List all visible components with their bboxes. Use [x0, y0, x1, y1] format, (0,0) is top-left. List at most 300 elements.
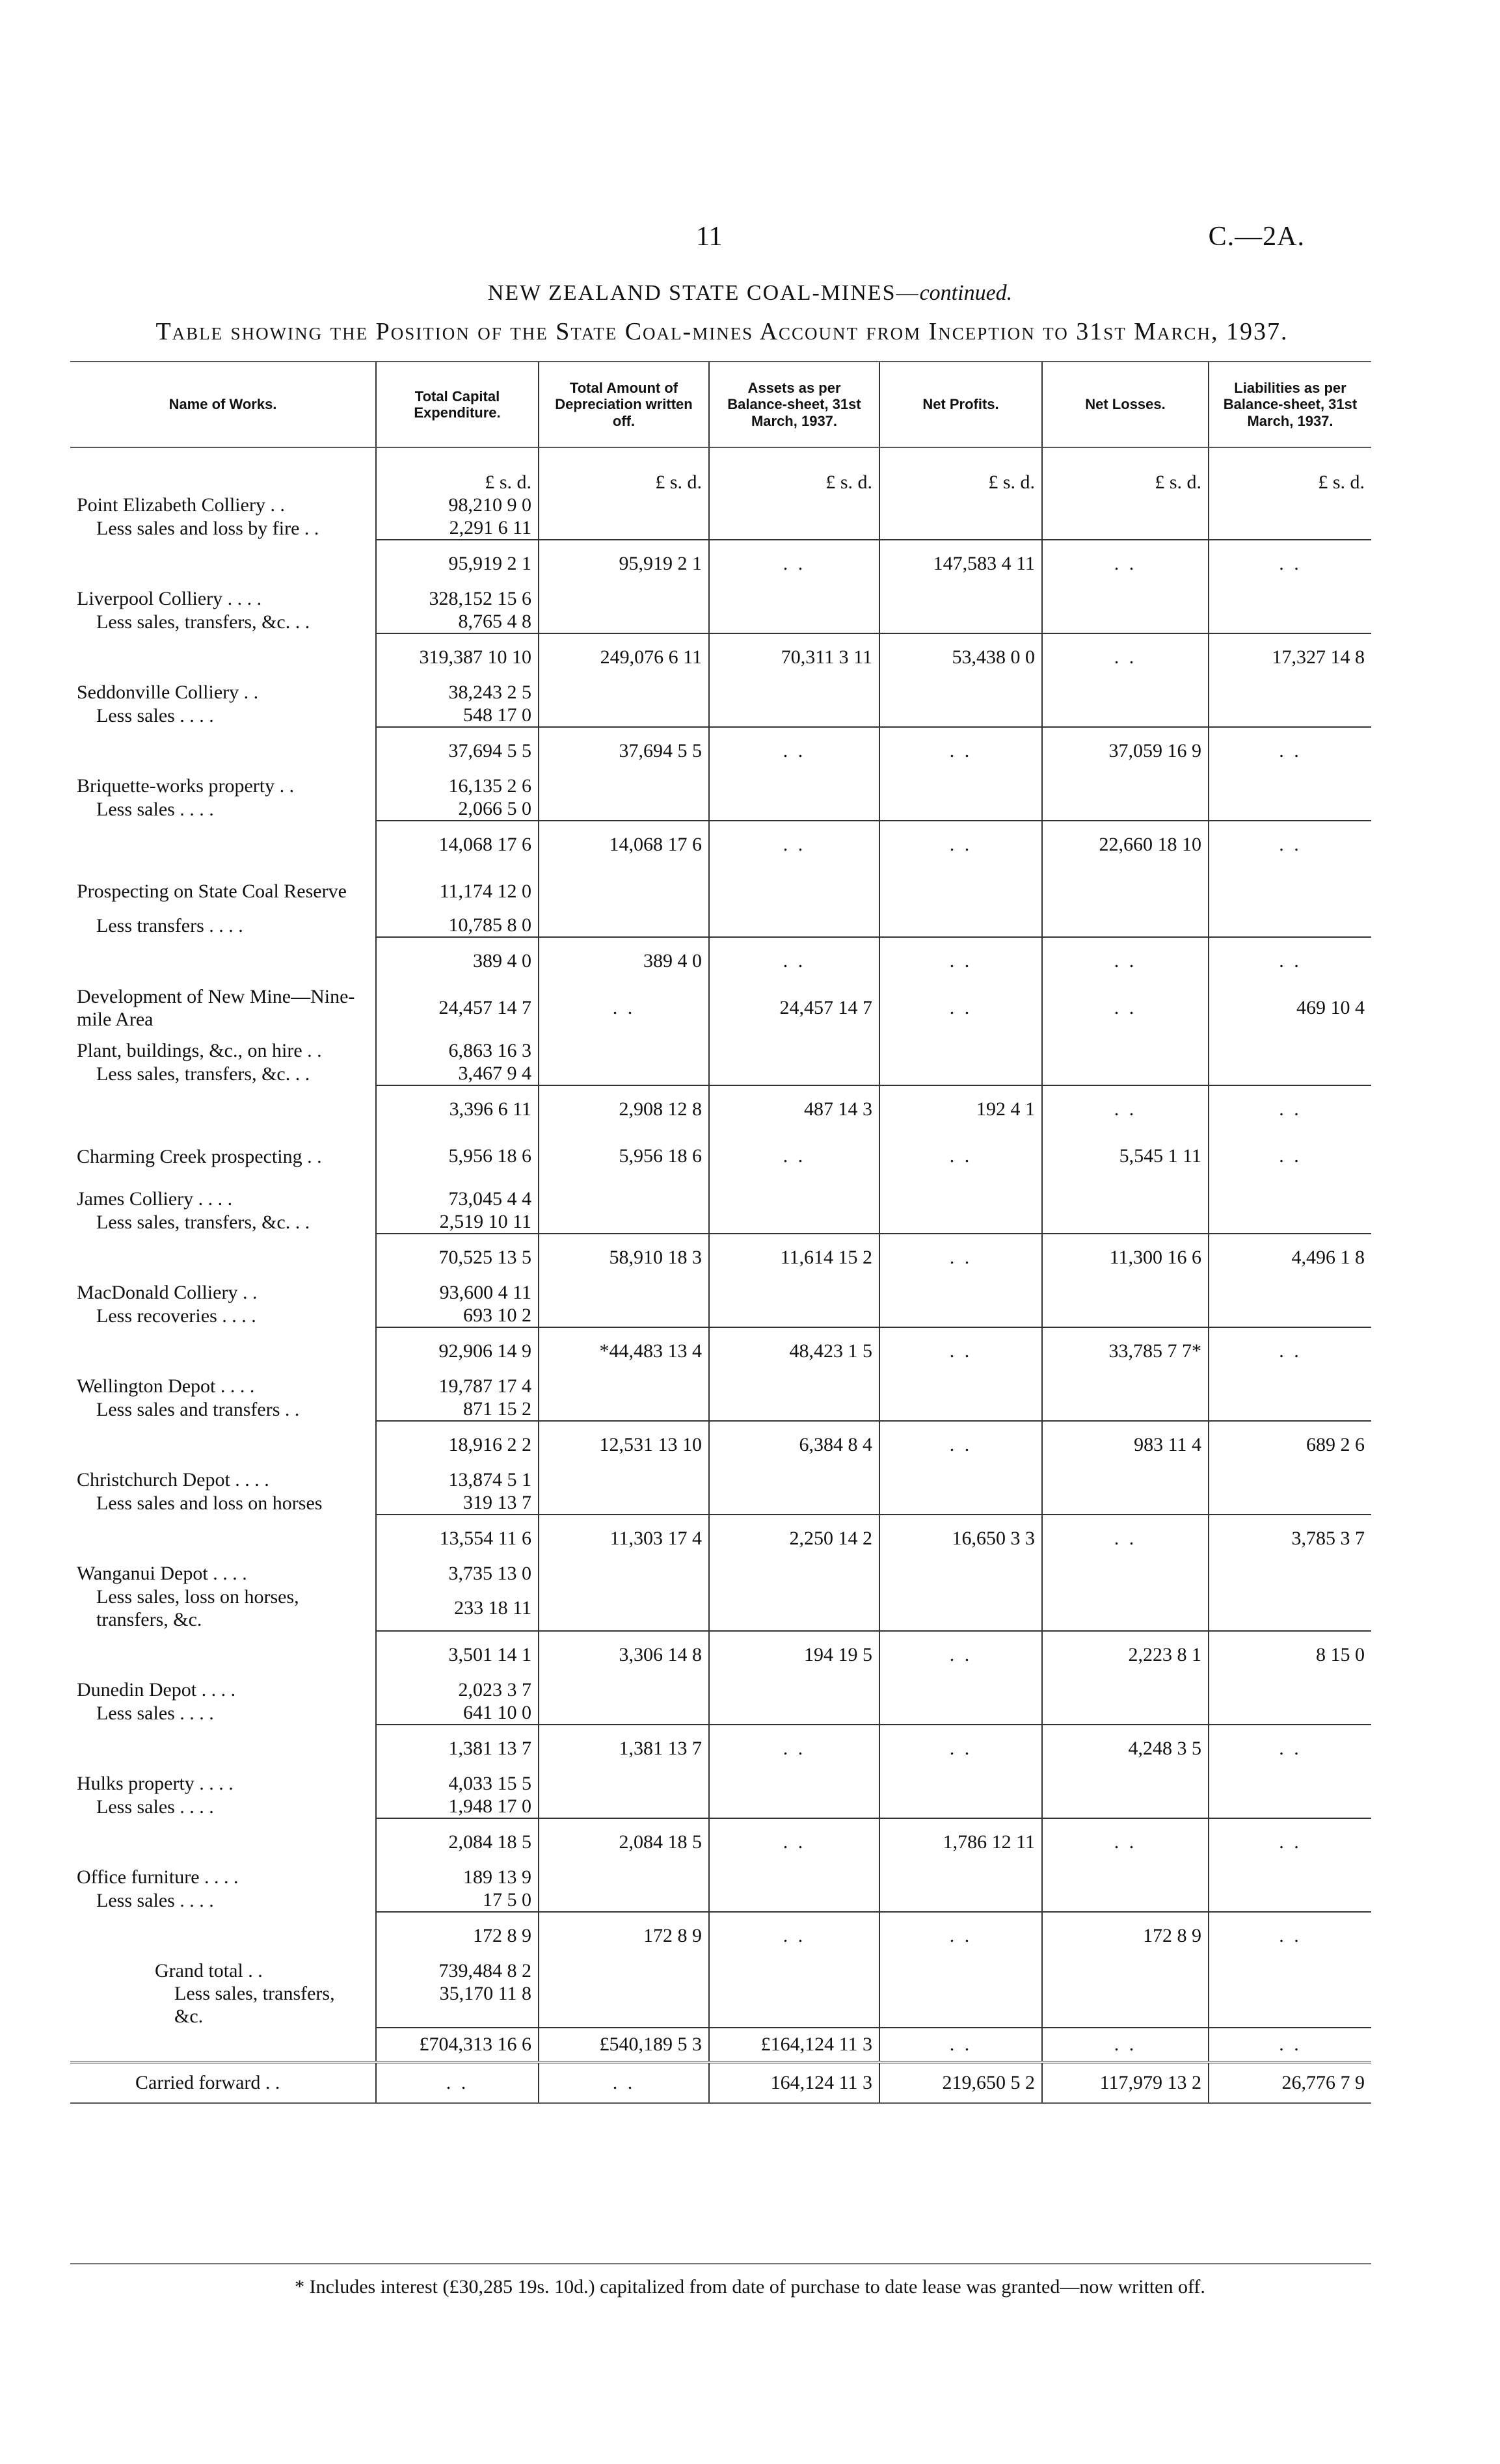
row-name [70, 1888, 376, 1912]
subtotal-blank [70, 1085, 376, 1133]
table-row [70, 1888, 1371, 1912]
row-empty [1042, 1187, 1209, 1210]
subtotal-row [70, 1725, 1371, 1772]
units-cell: £ s. d. [1209, 447, 1371, 494]
row-value: 10,785 8 0 [376, 914, 539, 937]
row-value: 16,135 2 6 [376, 775, 539, 797]
subtotal-value: . . [1042, 540, 1209, 587]
table-row [70, 1133, 1371, 1180]
row-empty [709, 610, 879, 633]
row-empty [539, 1210, 709, 1234]
subtotal-value: . . [709, 1912, 879, 1959]
units-cell: £ s. d. [539, 447, 709, 494]
units-cell: £ s. d. [376, 447, 539, 494]
col-header-losses: Net Losses. [1042, 362, 1209, 447]
row-value: 2,023 3 7 [376, 1678, 539, 1701]
row-empty [539, 1468, 709, 1491]
row-label: MacDonald Colliery . . [77, 1282, 258, 1303]
row-empty [1042, 1281, 1209, 1304]
row-empty [709, 1304, 879, 1327]
row-empty [1209, 1795, 1371, 1818]
subtotal-value: 2,084 18 5 [539, 1818, 709, 1866]
row-name [70, 610, 376, 633]
subtotal-value: . . [709, 1818, 879, 1866]
row-empty [1209, 1772, 1371, 1795]
row-empty [1042, 494, 1209, 516]
row-empty [879, 1678, 1042, 1701]
units-cell: £ s. d. [879, 447, 1042, 494]
row-empty [539, 914, 709, 937]
row-value: . . [1042, 985, 1209, 1031]
row-empty [1209, 914, 1371, 937]
page-number: 11 [696, 222, 723, 252]
table-row [70, 516, 1371, 540]
subtotal-value: 689 2 6 [1209, 1421, 1371, 1468]
row-label: Less sales and transfers . . [96, 1398, 300, 1420]
col-header-liabilities: Liabilities as per Balance-sheet, 31st March, 1937. [1209, 362, 1371, 447]
row-empty [1042, 1866, 1209, 1888]
row-empty [709, 1187, 879, 1210]
subtotal-value: 3,396 6 11 [376, 1085, 539, 1133]
row-empty [1209, 1982, 1371, 2028]
row-label: Seddonville Colliery . . [77, 682, 259, 703]
subtotal-row [70, 1421, 1371, 1468]
row-empty [879, 1210, 1042, 1234]
row-empty [1042, 681, 1209, 704]
row-value: 3,735 13 0 [376, 1562, 539, 1585]
row-name: Charming Creek prospecting . . [77, 1145, 322, 1167]
row-label: Less sales . . . . [96, 1702, 214, 1724]
subtotal-value: . . [879, 1234, 1042, 1281]
table-row [70, 494, 1371, 516]
row-empty [709, 1210, 879, 1234]
subtotal-value: 58,910 18 3 [539, 1234, 709, 1281]
row-empty [1042, 1888, 1209, 1912]
table-row [70, 797, 1371, 821]
row-empty [1042, 1678, 1209, 1701]
subtotal-blank [70, 821, 376, 868]
subtotal-blank [70, 1725, 376, 1772]
subtotal-row [70, 937, 1371, 985]
row-name [70, 681, 376, 704]
row-value: 93,600 4 11 [376, 1281, 539, 1304]
row-empty [879, 1701, 1042, 1725]
row-name [70, 797, 376, 821]
row-value: 328,152 15 6 [376, 587, 539, 610]
row-empty [1209, 1210, 1371, 1234]
row-empty [1042, 1562, 1209, 1585]
row-label: Less sales, transfers, &c. . . [96, 1063, 310, 1085]
subtotal-value: . . [1042, 937, 1209, 985]
grand-total-net-value: £704,313 16 6 [376, 2028, 539, 2062]
subtotal-value: . . [1042, 633, 1209, 681]
subtotal-value: . . [879, 1912, 1042, 1959]
subtotal-value: 194 19 5 [709, 1631, 879, 1678]
subtotal-row [70, 727, 1371, 775]
row-empty [1042, 1585, 1209, 1631]
subtotal-value: 3,306 14 8 [539, 1631, 709, 1678]
row-value: 2,066 5 0 [376, 797, 539, 821]
row-empty [709, 1491, 879, 1515]
row-label: Less sales . . . . [96, 798, 214, 820]
table-row [70, 1039, 1371, 1062]
coal-mines-account-table [70, 361, 1371, 2104]
row-empty [709, 1062, 879, 1085]
subtotal-value: 22,660 18 10 [1042, 821, 1209, 868]
subtotal-value: 3,785 3 7 [1209, 1515, 1371, 1562]
row-empty [539, 1585, 709, 1631]
subtotal-blank [70, 937, 376, 985]
row-empty [879, 1866, 1042, 1888]
row-empty [879, 1888, 1042, 1912]
row-name [70, 914, 376, 937]
table-row [70, 704, 1371, 727]
subtotal-value: 14,068 17 6 [376, 821, 539, 868]
row-empty [879, 1398, 1042, 1421]
row-empty [539, 1888, 709, 1912]
row-empty [709, 1795, 879, 1818]
row-value: 233 18 11 [376, 1585, 539, 1631]
subtotal-value: 37,059 16 9 [1042, 727, 1209, 775]
row-empty [879, 775, 1042, 797]
row-empty [709, 797, 879, 821]
row-empty [1042, 1210, 1209, 1234]
subtotal-value: 37,694 5 5 [539, 727, 709, 775]
grand-total-net-value: . . [879, 2028, 1042, 2062]
spacer-row [70, 1180, 1371, 1187]
table-row [70, 1062, 1371, 1085]
row-empty [1209, 868, 1371, 914]
table-row [70, 1491, 1371, 1515]
row-empty [879, 1959, 1042, 1982]
row-empty [709, 1701, 879, 1725]
row-empty [1042, 1062, 1209, 1085]
table-row [70, 1678, 1371, 1701]
row-empty [1209, 1062, 1371, 1085]
carried-forward-value: . . [376, 2062, 539, 2103]
subtotal-value: . . [879, 937, 1042, 985]
row-name [70, 494, 376, 516]
row-empty [539, 1281, 709, 1304]
subtotal-row [70, 1327, 1371, 1375]
row-empty [539, 1491, 709, 1515]
row-empty [1209, 1701, 1371, 1725]
carried-forward-value: . . [539, 2062, 709, 2103]
row-empty [1209, 1304, 1371, 1327]
subtotal-value: 192 4 1 [879, 1085, 1042, 1133]
row-empty [879, 494, 1042, 516]
subtotal-value: 172 8 9 [539, 1912, 709, 1959]
col-header-assets: Assets as per Balance-sheet, 31st March, 1937. [709, 362, 879, 447]
subtotal-value: 2,223 8 1 [1042, 1631, 1209, 1678]
row-empty [879, 797, 1042, 821]
carried-forward-value: 26,776 7 9 [1209, 2062, 1371, 2103]
row-empty [879, 587, 1042, 610]
row-empty [879, 1039, 1042, 1062]
row-empty [539, 610, 709, 633]
row-name [70, 1795, 376, 1818]
spacer-cell [879, 1180, 1042, 1187]
row-value: 73,045 4 4 [376, 1187, 539, 1210]
row-label: Less sales, transfers, &c. . . [96, 1211, 310, 1233]
subtotal-value: 8 15 0 [1209, 1631, 1371, 1678]
table-row [70, 1398, 1371, 1421]
grand-total-less-label [70, 1982, 376, 2028]
row-empty [539, 797, 709, 821]
row-empty [709, 1585, 879, 1631]
subtotal-value: 17,327 14 8 [1209, 633, 1371, 681]
row-value: 8,765 4 8 [376, 610, 539, 633]
row-empty [1209, 587, 1371, 610]
row-value: 548 17 0 [376, 704, 539, 727]
row-empty [709, 587, 879, 610]
col-header-depreciation: Total Amount of Depreciation written off. [539, 362, 709, 447]
row-empty [709, 1866, 879, 1888]
subtotal-row [70, 1234, 1371, 1281]
subtotal-value: . . [1209, 1085, 1371, 1133]
row-empty [709, 1281, 879, 1304]
row-empty [709, 494, 879, 516]
title-main: NEW ZEALAND STATE COAL-MINES— [487, 281, 920, 305]
table-row [70, 1866, 1371, 1888]
subtotal-value: 48,423 1 5 [709, 1327, 879, 1375]
table-row [70, 1375, 1371, 1398]
row-value: 3,467 9 4 [376, 1062, 539, 1085]
row-value: 1,948 17 0 [376, 1795, 539, 1818]
subtotal-blank [70, 1515, 376, 1562]
subtotal-value: . . [1042, 1818, 1209, 1866]
subtotal-blank [70, 540, 376, 587]
row-empty [709, 1039, 879, 1062]
row-name [70, 704, 376, 727]
row-label: Prospecting on State Coal Reserve [77, 880, 347, 902]
subtotal-value: 92,906 14 9 [376, 1327, 539, 1375]
row-name [70, 1062, 376, 1085]
table-row [70, 1468, 1371, 1491]
row-name [70, 1491, 376, 1515]
row-empty [709, 516, 879, 540]
row-label: Wanganui Depot . . . . [77, 1563, 247, 1584]
subtotal-value: . . [1209, 1912, 1371, 1959]
table-row [70, 1281, 1371, 1304]
subtotal-value: 2,250 14 2 [709, 1515, 879, 1562]
row-value: 2,519 10 11 [376, 1210, 539, 1234]
subtotal-value: 53,438 0 0 [879, 633, 1042, 681]
table-row [70, 587, 1371, 610]
subtotal-value: . . [1042, 1085, 1209, 1133]
table-row [70, 1562, 1371, 1585]
row-empty [1209, 775, 1371, 797]
row-empty [1209, 1039, 1371, 1062]
table-row [70, 681, 1371, 704]
row-empty [709, 914, 879, 937]
subtotal-value: . . [1209, 540, 1371, 587]
row-empty [879, 1585, 1042, 1631]
subtotal-value: . . [1209, 1725, 1371, 1772]
row-empty [539, 1982, 709, 2028]
carried-forward-row [70, 2062, 1371, 2103]
carried-forward-value: 164,124 11 3 [709, 2062, 879, 2103]
row-empty [879, 1491, 1042, 1515]
subtotal-value: . . [1209, 1818, 1371, 1866]
subtotal-value: . . [709, 821, 879, 868]
row-empty [879, 1304, 1042, 1327]
row-empty [709, 1562, 879, 1585]
spacer-cell [539, 1180, 709, 1187]
row-empty [1042, 914, 1209, 937]
spacer-row [70, 1031, 1371, 1039]
row-empty [539, 1039, 709, 1062]
row-empty [709, 1982, 879, 2028]
row-empty [1042, 1398, 1209, 1421]
row-empty [539, 587, 709, 610]
subtotal-value: 1,786 12 11 [879, 1818, 1042, 1866]
row-empty [1209, 797, 1371, 821]
subtotal-blank [70, 633, 376, 681]
row-empty [1042, 704, 1209, 727]
subtotal-value: 70,525 13 5 [376, 1234, 539, 1281]
row-label: Less recoveries . . . . [96, 1305, 256, 1327]
subtotal-value: 14,068 17 6 [539, 821, 709, 868]
subtotal-row [70, 1818, 1371, 1866]
row-value: . . [879, 1133, 1042, 1180]
row-empty [1209, 516, 1371, 540]
row-empty [1042, 516, 1209, 540]
row-empty [879, 1187, 1042, 1210]
row-label: Plant, buildings, &c., on hire . . [77, 1040, 322, 1061]
header-row [70, 362, 1371, 447]
row-label: Less transfers . . . . [96, 914, 243, 936]
row-name [70, 1678, 376, 1701]
row-value: 19,787 17 4 [376, 1375, 539, 1398]
subtotal-value: 172 8 9 [1042, 1912, 1209, 1959]
col-header-name: Name of Works. [70, 362, 376, 447]
row-empty [1042, 587, 1209, 610]
row-empty [1042, 1039, 1209, 1062]
subtotal-value: 18,916 2 2 [376, 1421, 539, 1468]
row-empty [1042, 1468, 1209, 1491]
row-empty [539, 775, 709, 797]
row-empty [539, 1062, 709, 1085]
row-empty [709, 1772, 879, 1795]
row-empty [1042, 1491, 1209, 1515]
spacer-cell [376, 1180, 539, 1187]
title-continued: continued. [919, 281, 1013, 305]
spacer-cell [1042, 1031, 1209, 1039]
table-row [70, 610, 1371, 633]
row-empty [539, 1772, 709, 1795]
col-header-profits: Net Profits. [879, 362, 1042, 447]
row-name [70, 1210, 376, 1234]
subtotal-row [70, 821, 1371, 868]
row-value: 871 15 2 [376, 1398, 539, 1421]
spacer-cell [70, 1031, 376, 1039]
title-line-1 [0, 281, 1500, 306]
row-value: 5,956 18 6 [539, 1133, 709, 1180]
row-empty [1209, 1281, 1371, 1304]
row-empty [1042, 797, 1209, 821]
subtotal-value: . . [879, 727, 1042, 775]
row-empty [1209, 704, 1371, 727]
subtotal-value: . . [1209, 1327, 1371, 1375]
footnote: * Includes interest (£30,285 19s. 10d.) capitalized from date of purchase to date lease was granted—now written off. [295, 2276, 1205, 2298]
subtotal-value: 983 11 4 [1042, 1421, 1209, 1468]
subtotal-value: . . [1209, 727, 1371, 775]
subtotal-blank [70, 1421, 376, 1468]
row-empty [879, 914, 1042, 937]
row-value: 319 13 7 [376, 1491, 539, 1515]
spacer-cell [70, 1180, 376, 1187]
subtotal-value: . . [879, 1327, 1042, 1375]
row-empty [1042, 775, 1209, 797]
table-row [70, 914, 1371, 937]
spacer-cell [879, 1031, 1042, 1039]
row-empty [879, 1795, 1042, 1818]
row-empty [539, 1866, 709, 1888]
row-label: Less sales . . . . [96, 1889, 214, 1911]
row-name [70, 1398, 376, 1421]
carried-forward-value: 117,979 13 2 [1042, 2062, 1209, 2103]
row-empty [1042, 1772, 1209, 1795]
subtotal-value: . . [1209, 937, 1371, 985]
row-empty [539, 1701, 709, 1725]
grand-total-net-value: £540,189 5 3 [539, 2028, 709, 2062]
row-empty [539, 1562, 709, 1585]
row-empty [1042, 610, 1209, 633]
row-empty [1209, 1678, 1371, 1701]
row-empty [879, 1375, 1042, 1398]
subtotal-value: . . [709, 727, 879, 775]
row-value: 38,243 2 5 [376, 681, 539, 704]
row-empty [1042, 1795, 1209, 1818]
row-name [70, 1562, 376, 1585]
row-value: 13,874 5 1 [376, 1468, 539, 1491]
subtotal-value: 1,381 13 7 [539, 1725, 709, 1772]
row-empty [539, 1678, 709, 1701]
row-empty [539, 1959, 709, 1982]
subtotal-value: . . [709, 1725, 879, 1772]
row-value: 189 13 9 [376, 1866, 539, 1888]
row-name [70, 1585, 376, 1631]
row-name [70, 1375, 376, 1398]
row-label: Briquette-works property . . [77, 775, 295, 797]
row-name: Development of New Mine—Nine-mile Area [77, 986, 355, 1030]
subtotal-value: . . [1209, 821, 1371, 868]
subtotal-value: 11,614 15 2 [709, 1234, 879, 1281]
row-empty [1209, 1375, 1371, 1398]
subtotal-value: 70,311 3 11 [709, 633, 879, 681]
subtotal-blank [70, 1327, 376, 1375]
row-name [70, 1039, 376, 1062]
row-label: Christchurch Depot . . . . [77, 1469, 269, 1490]
row-name [70, 1866, 376, 1888]
row-empty [1042, 1982, 1209, 2028]
row-empty [709, 1468, 879, 1491]
row-label: Dunedin Depot . . . . [77, 1679, 236, 1701]
row-name [70, 1187, 376, 1210]
row-value: 641 10 0 [376, 1701, 539, 1725]
row-empty [879, 1982, 1042, 2028]
subtotal-value: 11,303 17 4 [539, 1515, 709, 1562]
grand-total-less-label-text: Less sales, transfers, &c. [174, 1983, 335, 2027]
subtotal-value: 389 4 0 [539, 937, 709, 985]
subtotal-value: . . [709, 937, 879, 985]
row-value: 2,291 6 11 [376, 516, 539, 540]
row-label: Less sales . . . . [96, 1795, 214, 1818]
row-empty [1209, 1187, 1371, 1210]
row-empty [1209, 610, 1371, 633]
row-empty [539, 1187, 709, 1210]
